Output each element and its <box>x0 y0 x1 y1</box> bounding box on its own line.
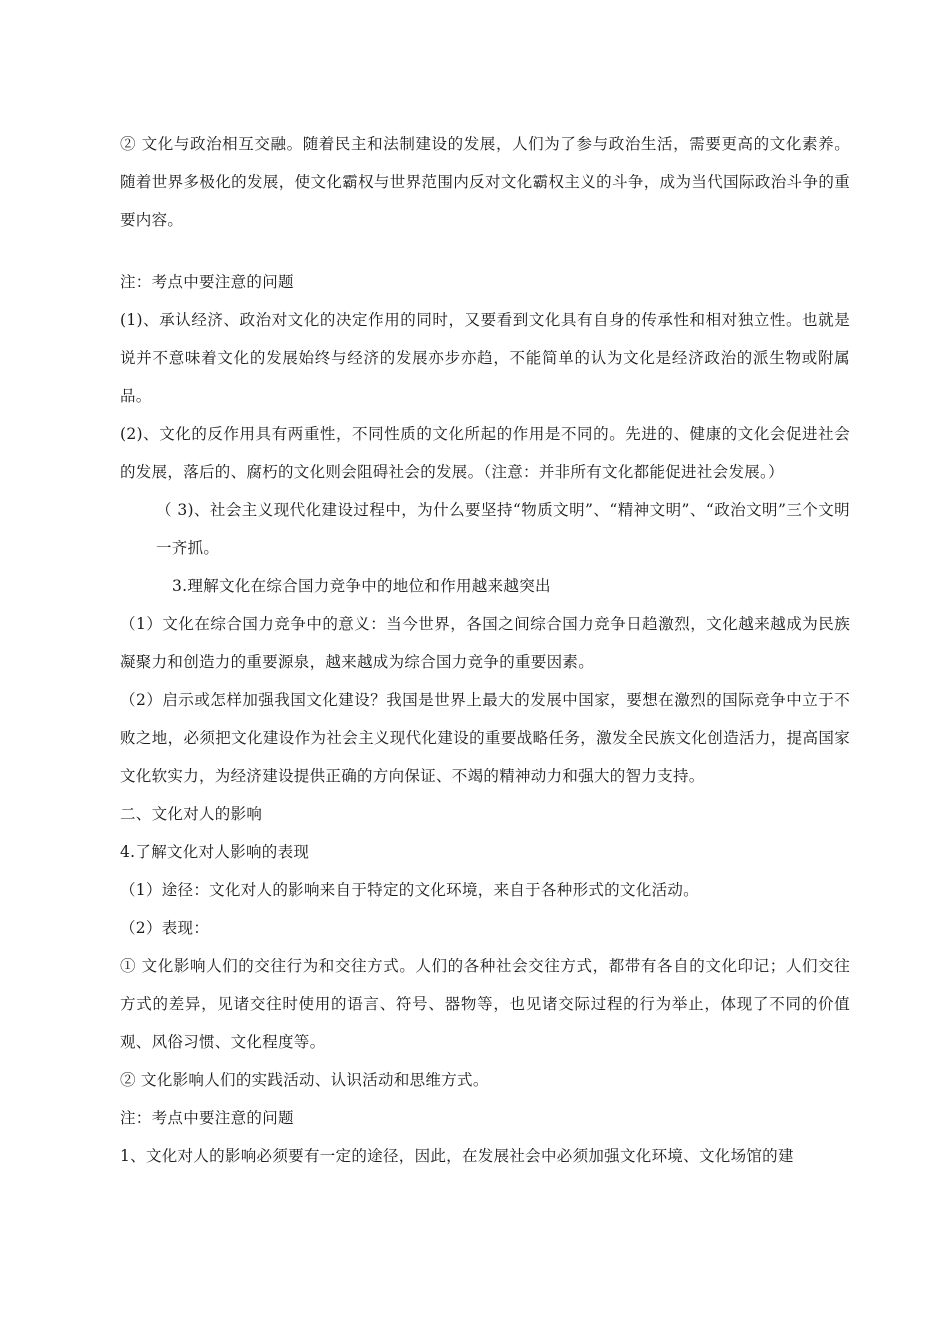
paragraph-pathway: （1）途径：文化对人的影响来自于特定的文化环境，来自于各种形式的文化活动。 <box>120 881 699 899</box>
paragraph-enlightenment: （2）启示或怎样加强我国文化建设？我国是世界上最大的发展中国家，要想在激烈的国际竞争中立于不败之地，必须把文化建设作为社会主义现代化建设的重要战略任务，激发全民族文化创造活力，提高国家文化软实力，为经济建设提供正确的方向保证、不竭的精神动力和强大的智力支持。 <box>120 691 850 785</box>
document-body <box>120 125 850 1175</box>
note-item-2: (2)、文化的反作用具有两重性，不同性质的文化所起的作用是不同的。先进的、健康的文化会促进社会的发展，落后的、腐朽的文化则会阻碍社会的发展。（注意：并非所有文化都能促进社会发展。） <box>120 425 850 481</box>
paragraph-significance: （1）文化在综合国力竞争中的意义：当今世界，各国之间综合国力竞争日趋激烈，文化越来越成为民族凝聚力和创造力的重要源泉，越来越成为综合国力竞争的重要因素。 <box>120 615 850 671</box>
note-heading: 注：考点中要注意的问题 <box>120 273 294 291</box>
paragraph-manifestation-1: ① 文化影响人们的交往行为和交往方式。人们的各种社会交往方式，都带有各自的文化印记；人们交往方式的差异，见诸交往时使用的语言、符号、器物等，也见诸交际过程的行为举止，体现了不同的价值观、风俗习惯、文化程度等。 <box>120 957 850 1051</box>
note-heading-2: 注：考点中要注意的问题 <box>120 1109 294 1127</box>
chapter-heading-2: 二、文化对人的影响 <box>120 805 263 823</box>
note-item-3: （ 3)、社会主义现代化建设过程中，为什么要坚持“物质文明”、“精神文明”、“政治文明”三个文明一齐抓。 <box>156 501 850 557</box>
spacer <box>120 239 850 263</box>
paragraph-culture-politics: ② 文化与政治相互交融。随着民主和法制建设的发展，人们为了参与政治生活，需要更高的文化素养。随着世界多极化的发展，使文化霸权与世界范围内反对文化霸权主义的斗争，成为当代国际政治斗争的重要内容。 <box>120 135 850 229</box>
section-heading-3: 3.理解文化在综合国力竞争中的地位和作用越来越突出 <box>172 577 551 595</box>
paragraph-manifestation-2: ② 文化影响人们的实践活动、认识活动和思维方式。 <box>120 1071 489 1089</box>
note-item-final: 1、文化对人的影响必须要有一定的途径，因此，在发展社会中必须加强文化环境、文化场馆的建 <box>120 1147 794 1165</box>
note-item-1: (1)、承认经济、政治对文化的决定作用的同时，又要看到文化具有自身的传承性和相对独立性。也就是说并不意味着文化的发展始终与经济的发展亦步亦趋，不能简单的认为文化是经济政治的派生物或附属品。 <box>120 311 850 405</box>
section-heading-4: 4.了解文化对人影响的表现 <box>120 843 310 861</box>
paragraph-manifestation-label: （2）表现： <box>120 919 210 937</box>
